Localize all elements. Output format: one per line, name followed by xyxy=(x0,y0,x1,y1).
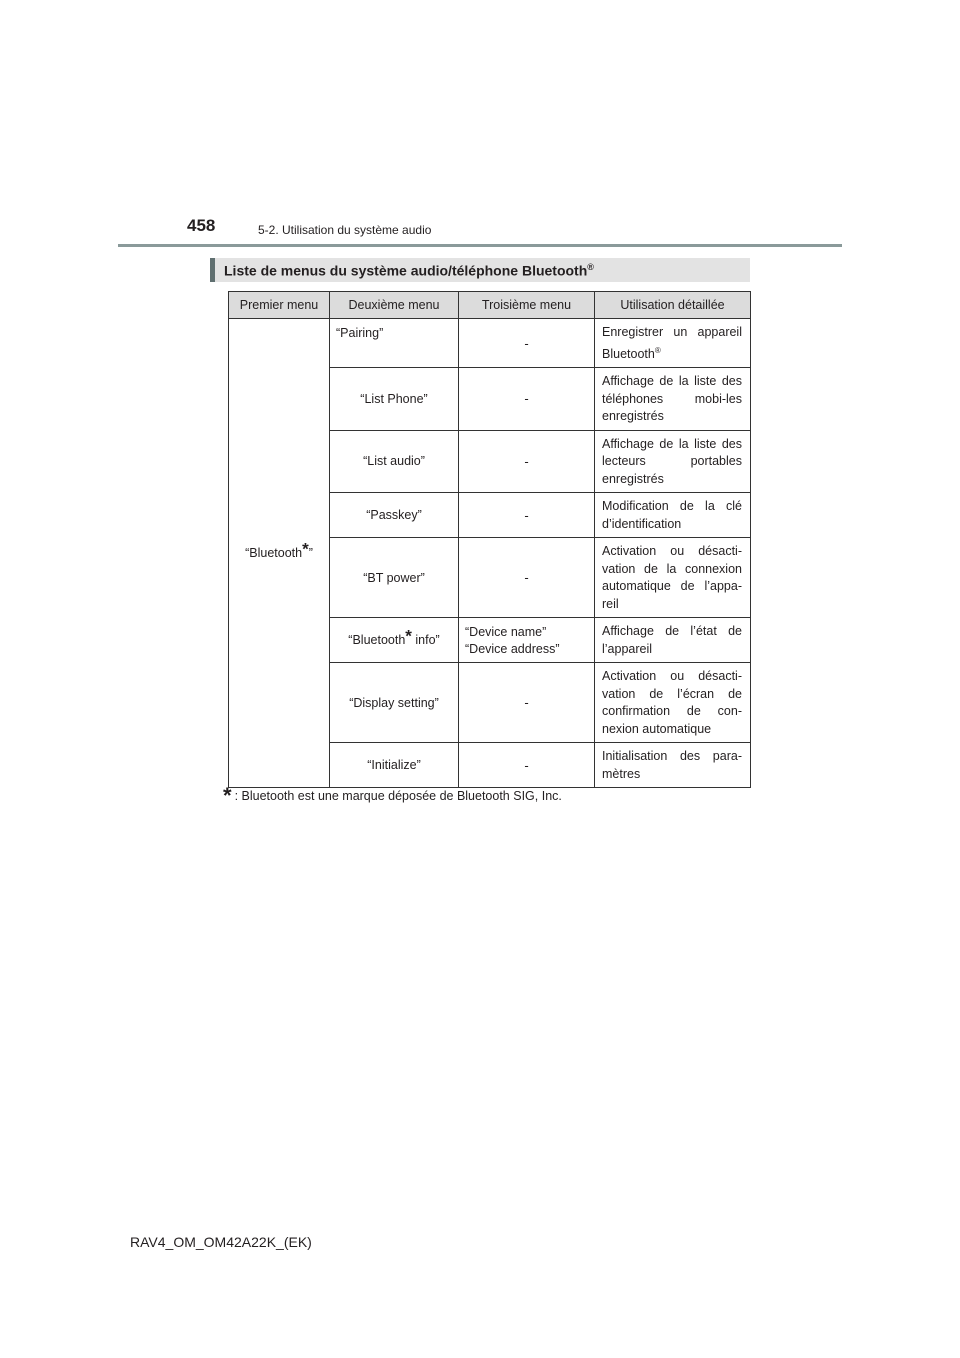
second-menu-cell: “Passkey” xyxy=(330,493,459,538)
third-menu-cell: - xyxy=(459,743,595,788)
third-menu-cell: - xyxy=(459,430,595,493)
registered-mark: ® xyxy=(587,262,594,272)
third-menu-cell: - xyxy=(459,493,595,538)
detail-cell: Enregistrer un appareil Bluetooth® xyxy=(595,319,751,368)
detail-cell: Initialisation des para-mètres xyxy=(595,743,751,788)
second-menu-cell: “Initialize” xyxy=(330,743,459,788)
detail-cell: Affichage de la liste des lecteurs portables enregistrés xyxy=(595,430,751,493)
section-title: 5-2. Utilisation du système audio xyxy=(258,223,432,237)
footnote-text: : Bluetooth est une marque déposée de Bluetooth SIG, Inc. xyxy=(234,789,562,803)
detail-cell: Affichage de la liste des téléphones mobi-les enregistrés xyxy=(595,368,751,431)
table-header-row xyxy=(229,292,751,319)
column-header: Troisième menu xyxy=(459,292,595,319)
table-row xyxy=(229,319,751,368)
detail-cell: Activation ou désacti-vation de la connexion automatique de l’appa-reil xyxy=(595,538,751,618)
third-menu-cell: “Device name” “Device address” xyxy=(459,618,595,663)
detail-cell: Affichage de l’état de l’appareil xyxy=(595,618,751,663)
second-menu-cell: “List audio” xyxy=(330,430,459,493)
second-menu-cell: “Pairing” xyxy=(330,319,459,368)
asterisk-mark: * xyxy=(223,783,232,808)
footnote xyxy=(223,783,562,809)
second-menu-cell: “Bluetooth* info” xyxy=(330,618,459,663)
third-menu-cell: - xyxy=(459,538,595,618)
second-menu-cell: “List Phone” xyxy=(330,368,459,431)
detail-cell: Activation ou désacti-vation de l’écran de confirmation de con-nexion automatique xyxy=(595,663,751,743)
heading-title xyxy=(224,262,594,279)
heading-bar xyxy=(210,258,750,282)
third-menu-cell: - xyxy=(459,663,595,743)
column-header: Utilisation détaillée xyxy=(595,292,751,319)
document-code: RAV4_OM_OM42A22K_(EK) xyxy=(130,1234,312,1250)
heading-accent xyxy=(210,258,215,282)
first-menu-label: “Bluetooth xyxy=(245,546,303,561)
second-menu-cell: “Display setting” xyxy=(330,663,459,743)
column-header: Premier menu xyxy=(229,292,330,319)
first-menu-label-end: ” xyxy=(308,546,313,561)
third-menu-cell: - xyxy=(459,368,595,431)
asterisk-mark: * xyxy=(405,626,412,646)
first-menu-cell xyxy=(229,319,330,788)
second-menu-cell: “BT power” xyxy=(330,538,459,618)
column-header: Deuxième menu xyxy=(330,292,459,319)
third-menu-cell: - xyxy=(459,319,595,368)
heading-title-text: Liste de menus du système audio/téléphone Bluetooth xyxy=(224,262,588,279)
detail-cell: Modification de la clé d’identification xyxy=(595,493,751,538)
page-number: 458 xyxy=(187,216,216,235)
header-rule xyxy=(118,244,842,247)
menu-table xyxy=(228,291,751,788)
registered-mark: ® xyxy=(654,345,661,355)
asterisk-mark: * xyxy=(302,539,309,559)
